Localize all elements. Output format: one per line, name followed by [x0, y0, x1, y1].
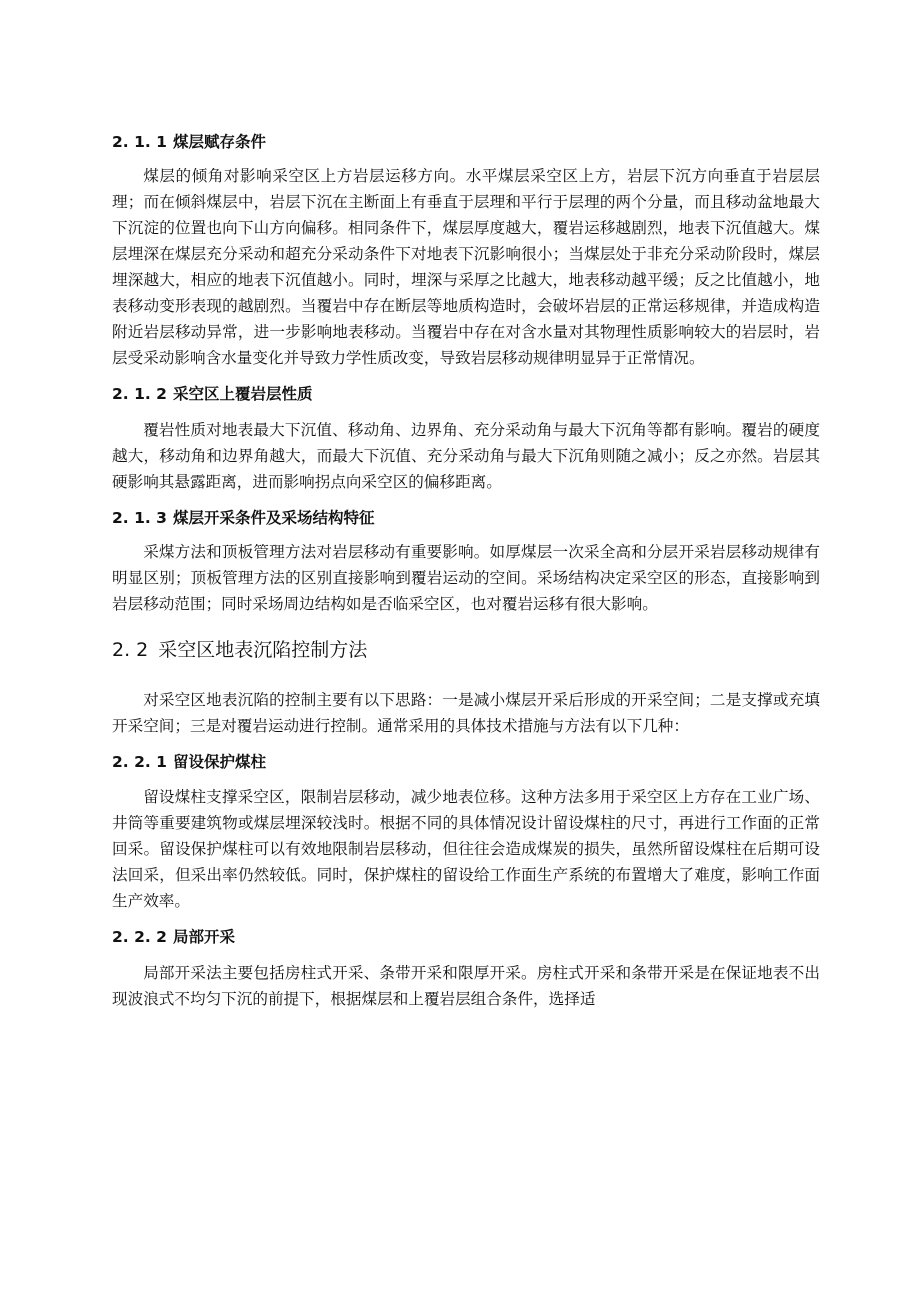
section-heading-2-1-1	[112, 131, 820, 153]
paragraph-2-1-1: 煤层的倾角对影响采空区上方岩层运移方向。水平煤层采空区上方，岩层下沉方向垂直于岩层层理；而在倾斜煤层中，岩层下沉在主断面上有垂直于层理和平行于层理的两个分量，而且移动盆地最大下沉淀的位置也向下山方向偏移。相同条件下，煤层厚度越大，覆岩运移越剧烈，地表下沉值越大。煤层埋深在煤层充分采动和超充分采动条件下对地表下沉影响很小；当煤层处于非充分采动阶段时，煤层埋深越大，相应的地表下沉值越小。同时，埋深与采厚之比越大，地表移动越平缓；反之比值越小，地表移动变形表现的越剧烈。当覆岩中存在断层等地质构造时，会破坏岩层的正常运移规律，并造成构造附近岩层移动异常，进一步影响地表移动。当覆岩中存在对含水量对其物理性质影响较大的岩层时，岩层受采动影响含水量变化并导致力学性质改变，导致岩层移动规律明显异于正常情况。	[112, 167, 820, 367]
section-number: 2. 1. 3	[112, 509, 167, 527]
section-number: 2. 2	[112, 639, 149, 661]
document-page	[112, 118, 820, 1012]
paragraph-2-2: 对采空区地表沉陷的控制主要有以下思路：一是减小煤层开采后形成的开采空间；二是支撑或充填开采空间；三是对覆岩运动进行控制。通常采用的具体技术措施与方法有以下几种：	[112, 691, 820, 735]
section-heading-2-2-1	[112, 751, 820, 773]
section-number: 2. 2. 1	[112, 753, 167, 771]
section-title: 采空区地表沉陷控制方法	[158, 639, 368, 661]
section-number: 2. 1. 1	[112, 133, 167, 151]
section-heading-2-1-3	[112, 507, 820, 529]
section-title: 局部开采	[172, 928, 235, 946]
section-heading-2-2-2	[112, 926, 820, 948]
section-title: 煤层开采条件及采场结构特征	[172, 509, 375, 527]
section-number: 2. 2. 2	[112, 928, 167, 946]
paragraph-2-2-2: 局部开采法主要包括房柱式开采、条带开采和限厚开采。房柱式开采和条带开采是在保证地表不出现波浪式不均匀下沉的前提下，根据煤层和上覆岩层组合条件，选择适	[112, 964, 820, 1008]
paragraph-2-2-1: 留设煤柱支撑采空区，限制岩层移动，减少地表位移。这种方法多用于采空区上方存在工业广场、井筒等重要建筑物或煤层埋深较浅时。根据不同的具体情况设计留设煤柱的尺寸，再进行工作面的正常回采。留设保护煤柱可以有效地限制岩层移动，但往往会造成煤炭的损失，虽然所留设煤柱在后期可设法回采，但采出率仍然较低。同时，保护煤柱的留设给工作面生产系统的布置增大了难度，影响工作面生产效率。	[112, 788, 820, 910]
section-title: 采空区上覆岩层性质	[172, 385, 313, 403]
paragraph-2-1-3: 采煤方法和顶板管理方法对岩层移动有重要影响。如厚煤层一次采全高和分层开采岩层移动规律有明显区别；顶板管理方法的区别直接影响到覆岩运动的空间。采场结构决定采空区的形态，直接影响到岩层移动范围；同时采场周边结构如是否临采空区，也对覆岩运移有很大影响。	[112, 543, 820, 613]
section-heading-2-2	[112, 636, 820, 664]
paragraph-2-1-2: 覆岩性质对地表最大下沉值、移动角、边界角、充分采动角与最大下沉角等都有影响。覆岩的硬度越大，移动角和边界角越大，而最大下沉值、充分采动角与最大下沉角则随之减小；反之亦然。岩层其硬影响其悬露距离，进而影响拐点向采空区的偏移距离。	[112, 421, 820, 491]
section-number: 2. 1. 2	[112, 385, 167, 403]
section-heading-2-1-2	[112, 383, 820, 405]
section-title: 留设保护煤柱	[172, 753, 266, 771]
section-title: 煤层赋存条件	[172, 133, 266, 151]
